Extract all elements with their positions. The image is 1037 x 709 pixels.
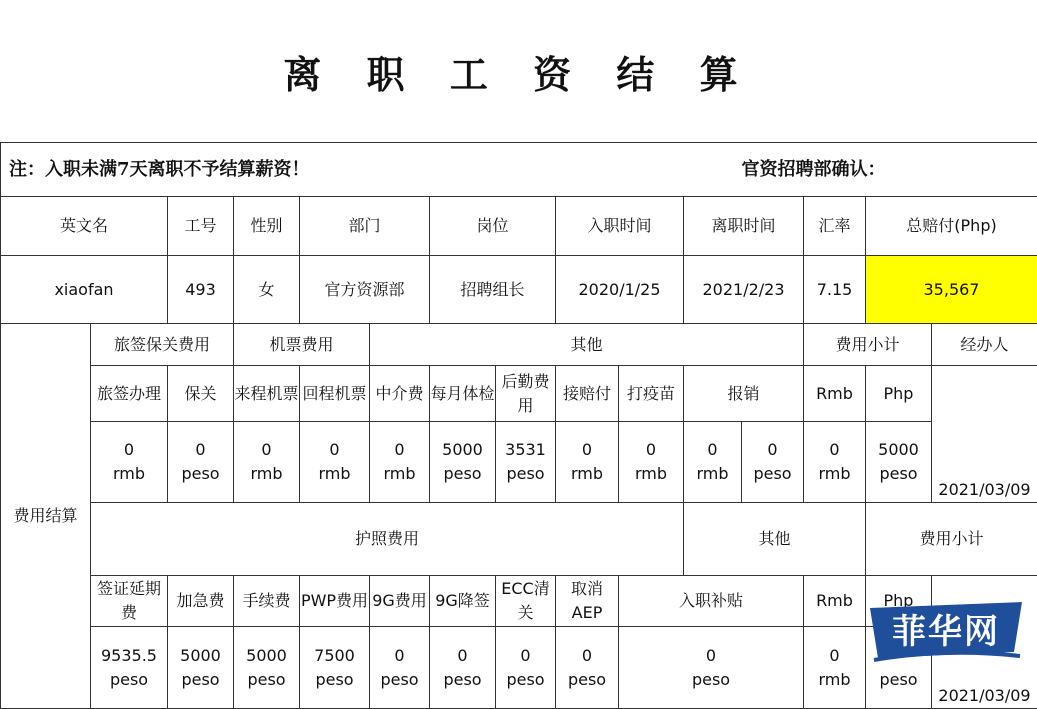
s1-value-pickup-compensation: 0 [582,440,592,459]
s2-value-cell [619,627,804,709]
s2-header-visa-extension: 签证延期费 [91,576,168,627]
s1-header-inbound-ticket: 来程机票 [234,366,300,422]
s1-handler-date: 2021/03/09 [932,366,1037,503]
s2-header-ecc-clearance: ECC清关 [496,576,556,627]
s2-value-cell [234,627,300,709]
value-hire-date: 2020/1/25 [556,256,684,324]
s2-unit-visa-extension: peso [110,670,148,689]
s1-unit-agency-fee: rmb [383,464,415,483]
s1-group-subtotal: 费用小计 [804,324,932,366]
s1-header-customs: 保关 [168,366,234,422]
s1-unit-customs: peso [181,464,219,483]
s2-value-handling-fee: 5000 [246,646,287,665]
s2-header-handling-fee: 手续费 [234,576,300,627]
s1-value-visa-processing: 0 [124,440,134,459]
header-exchange-rate: 汇率 [804,197,866,256]
s1-value-monthly-checkup: 5000 [442,440,483,459]
value-leave-date: 2021/2/23 [684,256,804,324]
s2-header-pwp-fee: PWP费用 [300,576,370,627]
s1-group-handler: 经办人 [932,324,1037,366]
s2-value-cell [430,627,496,709]
s2-value-cell [370,627,430,709]
s1-unit-vaccine: rmb [635,464,667,483]
s2-unit-subtotal-rmb: rmb [818,670,850,689]
s1-unit-reimbursement-rmb: rmb [696,464,728,483]
s2-value-ecc-clearance: 0 [520,646,530,665]
s1-header-vaccine: 打疫苗 [619,366,684,422]
s1-group-visa: 旅签保关费用 [91,324,234,366]
s1-value-cell [496,422,556,503]
s1-header-php: Php [866,366,932,422]
header-employee-id: 工号 [168,197,234,256]
value-english-name: xiaofan [1,256,168,324]
s2-header-9g-downgrade: 9G降签 [430,576,496,627]
s1-value-cell [91,422,168,503]
s1-value-cell [866,422,932,503]
s1-unit-pickup-compensation: rmb [571,464,603,483]
s1-unit-subtotal-rmb: rmb [818,464,850,483]
s1-unit-reimbursement-peso: peso [753,464,791,483]
s2-unit-ecc-clearance: peso [506,670,544,689]
header-position: 岗位 [430,197,556,256]
s1-value-cell [684,422,742,503]
s2-value-9g-fee: 0 [394,646,404,665]
s1-header-visa-processing: 旅签办理 [91,366,168,422]
s1-value-cell [234,422,300,503]
s2-value-9g-downgrade: 0 [457,646,467,665]
s1-value-cell [619,422,684,503]
s2-unit-9g-downgrade: peso [443,670,481,689]
s2-unit-pwp-fee: peso [315,670,353,689]
s2-unit-9g-fee: peso [380,670,418,689]
s2-value-cell [91,627,168,709]
s2-header-cancel-aep: 取消AEP [556,576,619,627]
s1-value-cell [742,422,804,503]
fee-settlement-label: 费用结算 [1,324,91,709]
value-employee-id: 493 [168,256,234,324]
s1-value-inbound-ticket: 0 [261,440,271,459]
s1-value-subtotal-php: 5000 [878,440,919,459]
watermark-logo [864,598,1028,666]
s2-value-pwp-fee: 7500 [314,646,355,665]
s2-value-onboarding-allowance: 0 [706,646,716,665]
s1-header-monthly-checkup: 每月体检 [430,366,496,422]
s2-group-subtotal: 费用小计 [866,503,1037,576]
watermark-text: 菲华网 [864,604,1028,653]
s2-value-cell [168,627,234,709]
page-title: 离 职 工 资 结 算 [0,0,1037,142]
s1-group-other: 其他 [370,324,804,366]
s1-unit-return-ticket: rmb [318,464,350,483]
s1-unit-monthly-checkup: peso [443,464,481,483]
s2-unit-expedite-fee: peso [181,670,219,689]
s1-group-airfare: 机票费用 [234,324,370,366]
s2-group-passport: 护照费用 [91,503,684,576]
s2-unit-onboarding-allowance: peso [692,670,730,689]
s1-value-cell [430,422,496,503]
value-total-compensation: 35,567 [866,256,1037,324]
s1-unit-visa-processing: rmb [113,464,145,483]
s1-value-subtotal-rmb: 0 [829,440,839,459]
header-total-compensation: 总赔付(Php) [866,197,1037,256]
s1-header-return-ticket: 回程机票 [300,366,370,422]
s1-header-rmb: Rmb [804,366,866,422]
s2-group-other: 其他 [684,503,866,576]
s2-value-cell [496,627,556,709]
s2-header-9g-fee: 9G费用 [370,576,430,627]
header-gender: 性别 [234,197,300,256]
header-department: 部门 [300,197,430,256]
value-position: 招聘组长 [430,256,556,324]
s1-value-logistics-fee: 3531 [505,440,546,459]
s2-header-php: Php [866,576,932,627]
s2-value-cell [556,627,619,709]
s1-value-cell [804,422,866,503]
header-english-name: 英文名 [1,197,168,256]
s1-value-vaccine: 0 [646,440,656,459]
s1-unit-subtotal-php: peso [879,464,917,483]
s1-header-agency-fee: 中介费 [370,366,430,422]
s2-header-onboarding-allowance: 入职补贴 [619,576,804,627]
header-leave-date: 离职时间 [684,197,804,256]
s2-value-cell [804,627,866,709]
value-gender: 女 [234,256,300,324]
s1-value-cell [370,422,430,503]
s1-value-agency-fee: 0 [394,440,404,459]
s2-header-rmb: Rmb [804,576,866,627]
value-department: 官方资源部 [300,256,430,324]
value-exchange-rate: 7.15 [804,256,866,324]
s1-value-reimbursement-rmb: 0 [707,440,717,459]
s2-handler-date: 2021/03/09 [932,576,1037,709]
s2-unit-subtotal-php: peso [879,670,917,689]
s1-value-cell [300,422,370,503]
s1-value-cell [168,422,234,503]
s2-value-visa-extension: 9535.5 [101,646,157,665]
s2-value-cancel-aep: 0 [582,646,592,665]
s1-value-customs: 0 [195,440,205,459]
s2-value-expedite-fee: 5000 [180,646,221,665]
s2-value-cell [300,627,370,709]
s1-header-pickup-compensation: 接赔付 [556,366,619,422]
s2-unit-handling-fee: peso [247,670,285,689]
s1-value-cell [556,422,619,503]
s1-unit-logistics-fee: peso [506,464,544,483]
s2-header-expedite-fee: 加急费 [168,576,234,627]
s1-value-return-ticket: 0 [329,440,339,459]
note-text: 注：入职未满7天离职不予结算薪资！ [1,143,742,197]
s1-value-reimbursement-peso: 0 [767,440,777,459]
s1-header-reimbursement: 报销 [684,366,804,422]
header-hire-date: 入职时间 [556,197,684,256]
s2-value-subtotal-rmb: 0 [829,646,839,665]
confirm-label: 官资招聘部确认： [742,143,1037,197]
s1-header-logistics-fee: 后勤费用 [496,366,556,422]
s2-unit-cancel-aep: peso [568,670,606,689]
s1-unit-inbound-ticket: rmb [250,464,282,483]
